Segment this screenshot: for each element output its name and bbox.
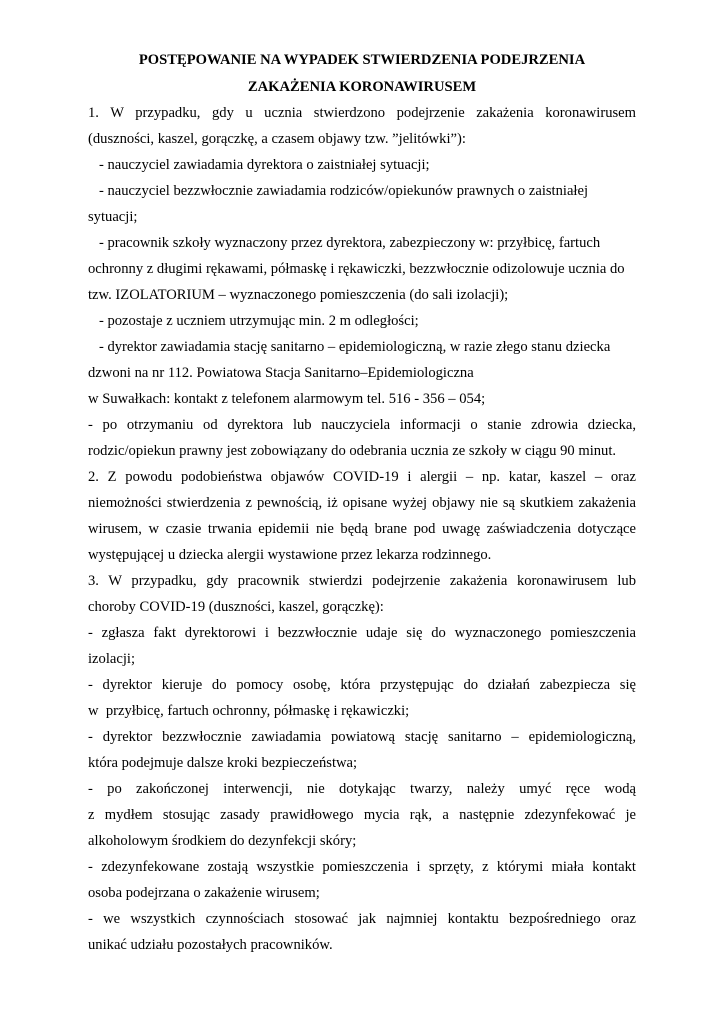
body-line: w przyłbicę, fartuch ochronny, półmaskę i rękawiczki; [88,703,410,719]
body-line: - dyrektor zawiadamia stację sanitarno – epidemiologiczną, w razie złego stanu dziecka [88,339,611,355]
body-line: 3. W przypadku, gdy pracownik stwierdzi podejrzenie zakażenia koronawirusem lub [88,573,636,589]
body-line: - pracownik szkoły wyznaczony przez dyrektora, zabezpieczony w: przyłbicę, fartuch [88,235,601,251]
body-line: - zdezynfekowane zostają wszystkie pomieszczenia i sprzęty, z którymi miała kontakt [88,859,636,875]
document-title-line-2: ZAKAŻENIA KORONAWIRUSEM [247,79,477,95]
body-line: - we wszystkich czynnościach stosować jak najmniej kontaktu bezpośredniego oraz [88,911,636,927]
body-line: - nauczyciel zawiadamia dyrektora o zaistniałej sytuacji; [88,157,430,173]
document-title-line-1: POSTĘPOWANIE NA WYPADEK STWIERDZENIA PODEJRZENIA [138,52,586,68]
body-line: unikać udziału pozostałych pracowników. [88,937,333,953]
body-line: - pozostaje z uczniem utrzymując min. 2 m odległości; [88,313,419,329]
body-line: wirusem, w czasie trwania epidemii nie będą brane pod uwagę zaświadczenia dotyczące [88,521,636,537]
body-line: rodzic/opiekun prawny jest zobowiązany do odebrania ucznia ze szkoły w ciągu 90 minut. [88,443,617,459]
body-line: osoba podejrzana o zakażenie wirusem; [88,885,320,901]
body-line: - nauczyciel bezzwłocznie zawiadamia rodziców/opiekunów prawnych o zaistniałej [88,183,589,199]
body-line: dzwoni na nr 112. Powiatowa Stacja Sanitarno–Epidemiologiczna [88,365,474,381]
body-line: - po otrzymaniu od dyrektora lub nauczyciela informacji o stanie zdrowia dziecka, [88,417,636,433]
body-line: która podejmuje dalsze kroki bezpieczeństwa; [88,755,358,771]
body-line: - dyrektor kieruje do pomocy osobę, która przystępując do działań zabezpiecza się [88,677,636,693]
body-line: występującej u dziecka alergii wystawione przez lekarza rodzinnego. [88,547,492,563]
body-line: - zgłasza fakt dyrektorowi i bezzwłocznie udaje się do wyznaczonego pomieszczenia [88,625,636,641]
body-line: - dyrektor bezzwłocznie zawiadamia powiatową stację sanitarno – epidemiologiczną, [88,729,636,745]
body-line: (duszności, kaszel, gorączkę, a czasem objawy tzw. ”jelitówki”): [88,131,466,147]
body-line: 2. Z powodu podobieństwa objawów COVID-19 i alergii – np. katar, kaszel – oraz [88,469,636,485]
body-line: ochronny z długimi rękawami, półmaskę i rękawiczki, bezzwłocznie odizolowuje ucznia do [88,261,625,277]
body-line: w Suwałkach: kontakt z telefonem alarmowym tel. 516 - 356 – 054; [88,391,486,407]
body-line: alkoholowym środkiem do dezynfekcji skóry; [88,833,357,849]
body-line: izolacji; [88,651,136,667]
body-line: sytuacji; [88,209,138,225]
body-line: 1. W przypadku, gdy u ucznia stwierdzono podejrzenie zakażenia koronawirusem [88,105,636,121]
body-line: niemożności stwierdzenia z pewnością, iż opisane wyżej objawy nie są skutkiem zakażenia [88,495,636,511]
body-line: tzw. IZOLATORIUM – wyznaczonego pomieszczenia (do sali izolacji); [88,287,509,303]
body-line: choroby COVID-19 (duszności, kaszel, gorączkę): [88,599,384,615]
body-line: - po zakończonej interwencji, nie dotykając twarzy, należy umyć ręce wodą [88,781,636,797]
body-line: z mydłem stosując zasady prawidłowego mycia rąk, a następnie zdezynfekować je [88,807,636,823]
